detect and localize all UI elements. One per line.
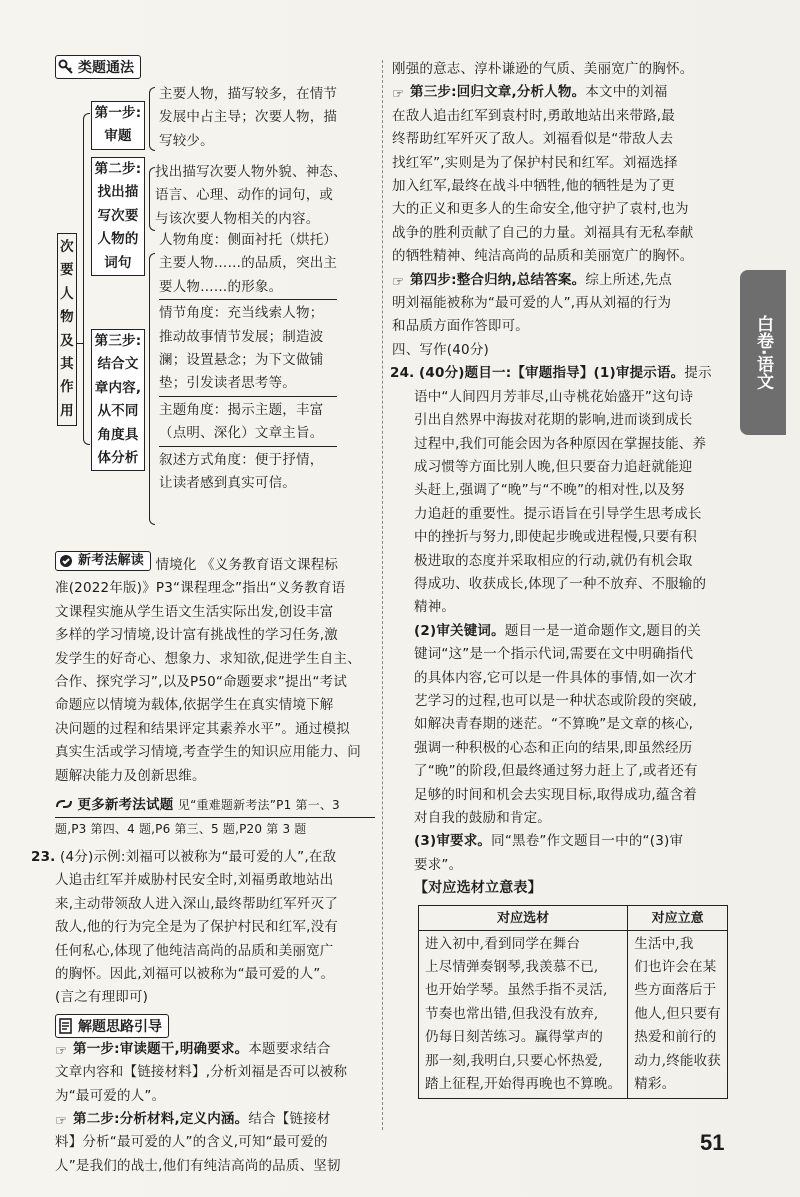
step3-line: 战争的胜利贡献了自己的力量。刘福具有无私奉献 bbox=[392, 224, 694, 241]
angle-line: 推动故事情节发展；制造波 bbox=[159, 328, 324, 345]
vertical-title-char: 物 bbox=[60, 309, 74, 326]
guide-step2-text bbox=[55, 1131, 375, 1178]
q23-line: 的胸怀。因此,刘福可以被称为“最可爱的人”。 bbox=[55, 965, 335, 982]
q23-line: 来,主动带领敌人进入深山,最终帮助红军歼灭了 bbox=[55, 895, 338, 912]
right-top-text bbox=[392, 58, 722, 81]
p3-line: 同“黑卷”作文题目一中的“(3)审 bbox=[491, 833, 684, 850]
angle-line: 垫；引发读者思考等。 bbox=[159, 375, 296, 392]
step4-line: 综上所述,先点 bbox=[585, 271, 673, 288]
step1-desc bbox=[159, 83, 337, 153]
step3-line: 本文中的刘福 bbox=[585, 84, 668, 101]
vertical-title-char: 人 bbox=[60, 285, 74, 302]
step-box-line: 第二步: bbox=[94, 161, 142, 177]
new-exam-line: 多样的学习情境,设计富有挑战性的学习任务,激 bbox=[55, 627, 338, 644]
guide-line: 文章内容和【链接材料】,分析刘福是否可以被称 bbox=[55, 1064, 348, 1081]
right-column bbox=[392, 58, 722, 1099]
angle-line: 情节角度：充当线索人物； bbox=[159, 305, 324, 322]
q23-line: (4分)示例:刘福可以被称为“最可爱的人”,在敌 bbox=[60, 848, 337, 865]
p3-line2: 要求”。 bbox=[414, 856, 463, 873]
q24-text bbox=[390, 386, 722, 620]
p2-line: 键词“这”是一个指示代词,需要在文中明确指代 bbox=[414, 646, 694, 663]
step-box-line: 从不同 bbox=[97, 403, 139, 420]
q24-line: 中的挫折与努力,即使起步晚或进程慢,只要有积 bbox=[414, 529, 697, 546]
table-header-theme: 对应立意 bbox=[628, 905, 728, 930]
page-number: 51 bbox=[700, 1130, 725, 1155]
new-exam-line: 决问题的过程和结果评定其素养水平”。通过模拟 bbox=[55, 720, 350, 737]
angle-item bbox=[159, 399, 337, 447]
table-cell-material bbox=[419, 930, 628, 1099]
step-box-line: 审题 bbox=[104, 128, 132, 145]
more-exam-ref: 见“重难题新考法”P1 第一、3 bbox=[177, 798, 340, 813]
method-diagram bbox=[55, 83, 375, 553]
table-title: 【对应选材立意表】 bbox=[414, 880, 542, 897]
table-material-line: 节奏也常出错,但我没有放弃, bbox=[425, 1005, 599, 1022]
step-box-line: 角度具 bbox=[97, 426, 139, 443]
step3-line: 大的正义和更多人的生命安全,他守护了袁村,也为 bbox=[392, 201, 689, 218]
q24-line: 头赶上,强调了“晚”与“不晚”的相对性,以及努 bbox=[414, 482, 685, 499]
p2-line: 了“晚”的阶段,但最终通过努力赶上了,或者还有 bbox=[414, 763, 698, 780]
p2-line: 题目一是一道命题作文,题目的关 bbox=[504, 622, 702, 639]
step-box-line: 结合文 bbox=[97, 356, 139, 373]
method-tag-label: 类题通法 bbox=[78, 60, 134, 76]
p2-line: 的具体内容,它可以是一件具体的事情,如一次才 bbox=[414, 669, 697, 686]
table-material-line: 踏上征程,开始得再晚也不算晚。 bbox=[425, 1076, 622, 1093]
step-desc-line: 写较少。 bbox=[159, 132, 214, 149]
guide-step1-head: 第一步:审读题干,明确要求。 bbox=[73, 1040, 249, 1057]
left-column bbox=[31, 55, 375, 1178]
q24-head: (40分)题目一:【审题指导】(1)审提示语。 bbox=[419, 365, 685, 382]
pointer-icon: ☞ bbox=[392, 86, 405, 103]
link-icon bbox=[55, 797, 73, 811]
guide-line: 料】分析“最可爱的人”的含义,可知“最可爱的 bbox=[55, 1134, 328, 1151]
step-desc-line: 发展中占主导；次要人物，描 bbox=[159, 109, 338, 126]
guide-step2-head: 第二步:分析材料,定义内涵。 bbox=[73, 1110, 249, 1127]
q24-line: 得成功、收获成长,体现了一种不放弃、不服输的 bbox=[414, 575, 707, 592]
key-icon bbox=[58, 59, 74, 75]
new-exam-line: 文课程实施从学生语文生活实际出发,创设丰富 bbox=[55, 603, 334, 620]
step3-box bbox=[91, 329, 145, 471]
guide-tag-label: 解题思路引导 bbox=[78, 1018, 162, 1035]
q24-line: 成习惯等方面比别人晚,但只要奋力追赶就能迎 bbox=[414, 458, 693, 475]
step-box-line: 第一步: bbox=[94, 105, 142, 121]
step3-line: 在敌人追击红军到袁村时,勇敢地站出来带路,最 bbox=[392, 107, 675, 124]
q24-number: 24. bbox=[390, 365, 415, 382]
table-theme-line: 动力,终能收获 bbox=[634, 1052, 721, 1069]
guide-step1-line: 本题要求结合 bbox=[248, 1040, 331, 1057]
q24-line: 精神。 bbox=[414, 599, 456, 616]
step-box-line: 第三步: bbox=[94, 333, 142, 349]
q24-line: 引出自然界中海拔对花期的影响,进而谈到成长 bbox=[414, 412, 693, 429]
p2-line: 对自我的鼓励和肯定。 bbox=[414, 810, 551, 826]
angle-line: 叙述方式角度：便于抒情， bbox=[159, 451, 324, 468]
vertical-title-char: 其 bbox=[60, 356, 74, 373]
step2-box bbox=[91, 157, 145, 276]
pointer-icon: ☞ bbox=[55, 1042, 68, 1059]
table-theme-line: 他人,但只要有 bbox=[634, 1005, 721, 1022]
angle-line: 主题角度：揭示主题，丰富 bbox=[159, 401, 324, 418]
angle-item bbox=[159, 229, 337, 300]
q23-block bbox=[31, 846, 375, 1010]
guide-step2-line: 结合【链接材 bbox=[248, 1110, 331, 1127]
step3-line: 找红军”,实则是为了保护村民和红军。刘福选择 bbox=[392, 154, 678, 171]
angle-line: 澜；设置悬念；为下文做铺 bbox=[159, 352, 324, 369]
step4-line: 和品质方面作答即可。 bbox=[392, 318, 529, 335]
step3-text bbox=[392, 105, 722, 269]
table-material-line: 上尽情弹奏钢琴,我羡慕不已, bbox=[425, 959, 599, 976]
angle-line: 主要人物……的品质，突出主 bbox=[159, 255, 338, 272]
q24-line: 提示 bbox=[684, 365, 712, 382]
step-box-line: 人物的 bbox=[97, 231, 139, 248]
q23-line: 人追击红军并威胁村民安全时,刘福勇敢地站出 bbox=[55, 872, 334, 889]
pointer-icon: ☞ bbox=[55, 1112, 68, 1129]
more-exam-ref2: 题,P3 第四、4 题,P6 第三、5 题,P20 第 3 题 bbox=[55, 822, 307, 837]
new-exam-line: 真实生活或学习情境,考查学生的知识应用能力、问 bbox=[55, 744, 361, 761]
vertical-title-char: 要 bbox=[60, 262, 74, 279]
guide-block bbox=[55, 1014, 375, 1178]
table-material-line: 那一刻,我明白,只要心怀热爱, bbox=[425, 1052, 603, 1069]
side-tab: 白卷·语文 bbox=[740, 270, 786, 435]
q24-line: 过程中,我们可能会因为各种原因在掌握技能、养 bbox=[414, 435, 707, 452]
angle-line: 让读者感到真实可信。 bbox=[159, 475, 296, 492]
q23-line: 任何私心,体现了他纯洁高尚的品质和美丽宽广 bbox=[55, 942, 334, 959]
p2-line: 艺学习的过程,也可以是一种状态或阶段的突破, bbox=[414, 692, 697, 709]
new-exam-line: 命题应以情境为载体,依据学生在真实情境下解 bbox=[55, 697, 334, 714]
p2-line: 足够的时间和机会去实现目标,取得成功,蕴含着 bbox=[414, 786, 697, 803]
vertical-title-char: 及 bbox=[60, 332, 74, 349]
step2-desc bbox=[155, 161, 347, 231]
q23-line: 敌人,他的行为完全是为了保护村民和红军,没有 bbox=[55, 919, 338, 936]
guide-line: 人”是我们的战士,他们有纯洁高尚的品质、坚韧 bbox=[55, 1157, 341, 1174]
step3-line: 加入红军,最终在战斗中牺牲,他的牺牲是为了更 bbox=[392, 178, 675, 195]
step3-desc bbox=[159, 229, 337, 497]
section4-heading: 四、写作(40分) bbox=[392, 341, 490, 358]
new-exam-block bbox=[55, 551, 375, 788]
guide-tag bbox=[55, 1014, 169, 1038]
q23-number: 23. bbox=[31, 848, 56, 865]
new-exam-line: 准(2022年版)》P3“课程理念”指出“义务教育语 bbox=[55, 580, 346, 597]
angle-item bbox=[159, 449, 337, 496]
step1-box bbox=[91, 101, 145, 150]
table-theme-line: 生活中,我 bbox=[634, 935, 694, 952]
angle-item bbox=[159, 302, 337, 397]
table-theme-line: 精彩。 bbox=[634, 1076, 676, 1093]
step3-line: 的牺牲精神、纯洁高尚的品质和美丽宽广的胸怀。 bbox=[392, 248, 694, 265]
step3-brace bbox=[149, 253, 155, 525]
angle-line: 要人物……的形象。 bbox=[159, 278, 283, 295]
selection-table bbox=[418, 905, 728, 1100]
p2-line: 强调一种积极的心态和正向的结果,即虽然经历 bbox=[414, 739, 693, 756]
q24-line: 语中“人间四月芳菲尽,山寺桃花始盛开”这句诗 bbox=[414, 388, 694, 405]
step-desc-line: 语言、心理、动作的词句，或 bbox=[155, 187, 334, 204]
step3-line: 终帮助红军歼灭了敌人。刘福看似是“带敌人去 bbox=[392, 131, 674, 148]
vertical-title-char: 用 bbox=[60, 402, 74, 419]
method-tag bbox=[55, 55, 141, 79]
more-exam-title: 更多新考法试题 bbox=[77, 797, 174, 814]
table-material-line: 仍每日刻苦练习。赢得掌声的 bbox=[425, 1029, 604, 1046]
step3-head: 第三步:回归文章,分析人物。 bbox=[410, 84, 586, 101]
new-exam-line: 题解决能力及创新思维。 bbox=[55, 767, 206, 784]
diagram-vertical-title bbox=[57, 233, 77, 426]
column-divider bbox=[382, 60, 383, 1130]
new-exam-line: 合作、探究学习”,以及P50“命题要求”提出“考试 bbox=[55, 674, 348, 691]
angle-line: （点明、深化）文章主旨。 bbox=[159, 425, 324, 442]
vertical-title-char: 作 bbox=[60, 379, 74, 396]
step-box-line: 章内容, bbox=[94, 379, 142, 396]
document-icon bbox=[58, 1018, 74, 1034]
q24-block bbox=[390, 362, 722, 1099]
table-material-line: 也开始学琴。虽然手指不灵活, bbox=[425, 982, 608, 999]
step-desc-line: 与该次要人物相关的内容。 bbox=[155, 210, 320, 227]
guide-line: 为“最可爱的人”。 bbox=[55, 1087, 166, 1104]
table-cell-theme bbox=[628, 930, 728, 1099]
q23-text bbox=[31, 869, 375, 1009]
p2-line: 如解决青春期的迷茫。“不算晚”是文章的核心, bbox=[414, 716, 694, 733]
new-exam-line: 情境化 《义务教育语文课程标 bbox=[155, 557, 339, 573]
step-box-line: 找出描 bbox=[97, 184, 139, 201]
new-exam-tag-label: 新考法解读 bbox=[78, 553, 145, 569]
step-box-line: 写次要 bbox=[97, 207, 139, 224]
step-box-line: 体分析 bbox=[97, 450, 139, 467]
table-material-line: 进入初中,看到同学在舞台 bbox=[425, 935, 581, 952]
main-brace bbox=[83, 113, 90, 445]
step-desc-line: 主要人物，描写较多，在情节 bbox=[159, 86, 338, 102]
table-header-material: 对应选材 bbox=[419, 905, 628, 930]
new-exam-line: 发学生的好奇心、想象力、求知欲,促进学生自主、 bbox=[55, 650, 361, 667]
vertical-title-char: 次 bbox=[60, 239, 74, 255]
q24-line: 力追赶的重要性。提示语旨在引导学生思考成长 bbox=[414, 505, 702, 522]
badge-icon bbox=[58, 553, 74, 569]
q24-line: 极进取的态度并采取相应的行动,就仍有机会取 bbox=[414, 552, 693, 569]
new-exam-text bbox=[55, 577, 375, 788]
more-exam-block bbox=[55, 794, 375, 842]
step4-head: 第四步:整合归纳,总结答案。 bbox=[410, 271, 586, 288]
p2-text bbox=[390, 643, 722, 830]
table-theme-line: 热爱和前行的 bbox=[634, 1029, 717, 1046]
step4-text bbox=[392, 292, 722, 339]
step-desc-line: 找出描写次要人物外貌、神态、 bbox=[155, 164, 347, 180]
guide-step1-text bbox=[55, 1061, 375, 1108]
angle-line: 人物角度：侧面衬托（烘托） bbox=[159, 232, 338, 248]
q23-line: (言之有理即可) bbox=[55, 989, 149, 1006]
step-box-line: 词句 bbox=[104, 254, 132, 271]
table-theme-line: 些方面落后于 bbox=[634, 982, 717, 999]
right-line: 刚强的意志、淳朴谦逊的气质、美丽宽广的胸怀。 bbox=[392, 61, 694, 77]
p2-head: (2)审关键词。 bbox=[414, 622, 505, 639]
new-exam-tag bbox=[55, 551, 151, 571]
step1-brace bbox=[149, 87, 155, 151]
p3-head: (3)审要求。 bbox=[414, 833, 492, 850]
table-theme-line: 们也许会在某 bbox=[634, 959, 717, 976]
step4-line: 明刘福能被称为“最可爱的人”,再从刘福的行为 bbox=[392, 295, 672, 312]
pointer-icon: ☞ bbox=[392, 273, 405, 290]
